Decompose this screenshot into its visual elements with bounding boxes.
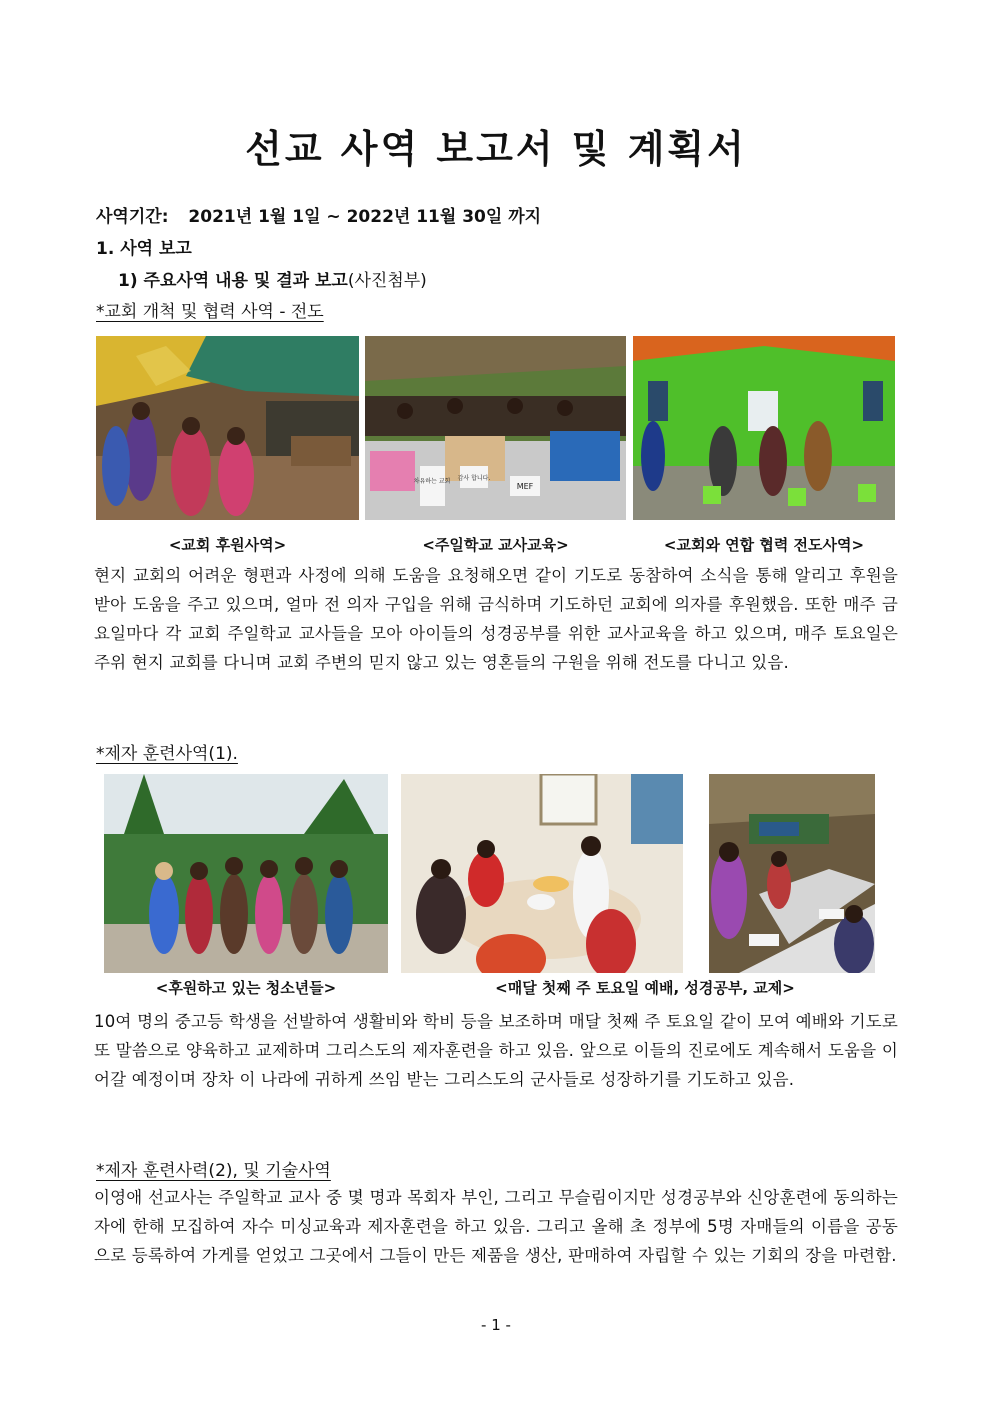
section-heading: 1. 사역 보고 [96,239,192,259]
page-number: - 1 - [481,1316,511,1334]
photo-teacher-training [365,336,626,520]
period-label: 사역기간: [96,207,169,227]
discipleship-heading-1: *제자 훈련사역(1). [96,744,238,764]
caption-joint-evangelism: <교회와 연합 협력 전도사역> [663,536,865,554]
sign-church: 차유하는 교회 [413,478,451,485]
subsection-title: 1) 주요사역 내용 및 결과 보고 [118,271,348,291]
document-title: 선교 사역 보고서 및 계획서 [245,127,747,171]
caption-teacher-training: <주일학교 교사교육> [422,536,569,554]
discipleship-paragraph-2: 이영애 선교사는 주일학교 교사 중 몇 명과 목회자 부인, 그리고 무슬림이지만 성경공부와 신앙훈련에 동의하는 자에 한해 모집하여 자수 미싱교육과 제자훈련을 하고 있음. 그리고 올해 초 정부에 5명 자매들의 이름을 공동으로 등록하여 가게를 얻었고 그곳에서 그들이 만든 제품을 생산, 판매하여 자립할 수 있는 기회의 장을 마련함. [94,1188,898,1265]
photo-youth-group [104,774,388,973]
sign-mef: MEF [516,482,534,491]
church-ministry-heading: *교회 개척 및 협력 사역 - 전도 [96,302,324,322]
photo-bible-study [709,774,875,973]
subsection-note: (사진첨부) [347,271,427,291]
caption-youth-group: <후원하고 있는 청소년들> [155,979,337,997]
discipleship-heading-2: *제자 훈련사력(2), 및 기술사역 [96,1161,331,1181]
caption-monthly-fellowship: <매달 첫째 주 토요일 예배, 성경공부, 교제> [495,979,795,997]
photo-monthly-fellowship [401,774,683,973]
photo-church-support [96,336,359,520]
ministry-period [96,202,541,227]
sign-thanks: 감사 합니다. [457,475,491,482]
period-value: 2021년 1월 1일 ~ 2022년 11월 30일 까지 [188,207,542,227]
subsection-heading [118,266,427,291]
church-ministry-paragraph: 현지 교회의 어려운 형편과 사정에 의해 도움을 요청해오면 같이 기도로 동참하여 소식을 통해 알리고 후원을 받아 도움을 주고 있으며, 얼마 전 의자 구입을 위해 금식하며 기도하던 교회에 의자를 후원했음. 또한 매주 금요일마다 각 교회 주일학교 교사들을 모아 아이들의 성경공부를 위한 교사교육을 하고 있으며, 매주 토요일은 주위 현지 교회를 다니며 교회 주변의 믿지 않고 있는 영혼들의 구원을 위해 전도를 다니고 있음. [94,566,898,672]
discipleship-paragraph-1: 10여 명의 중고등 학생을 선발하여 생활비와 학비 등을 보조하며 매달 첫째 주 토요일 같이 모여 예배와 기도로 또 말씀으로 양육하고 교제하며 그리스도의 제자훈련을 하고 있음. 앞으로 이들의 진로에도 계속해서 도움을 이어갈 예정이며 장차 이 나라에 귀하게 쓰임 받는 그리스도의 군사들로 성장하기를 기도하고 있음. [94,1012,898,1089]
caption-church-support: <교회 후원사역> [168,536,287,554]
photo-joint-evangelism [633,336,895,520]
